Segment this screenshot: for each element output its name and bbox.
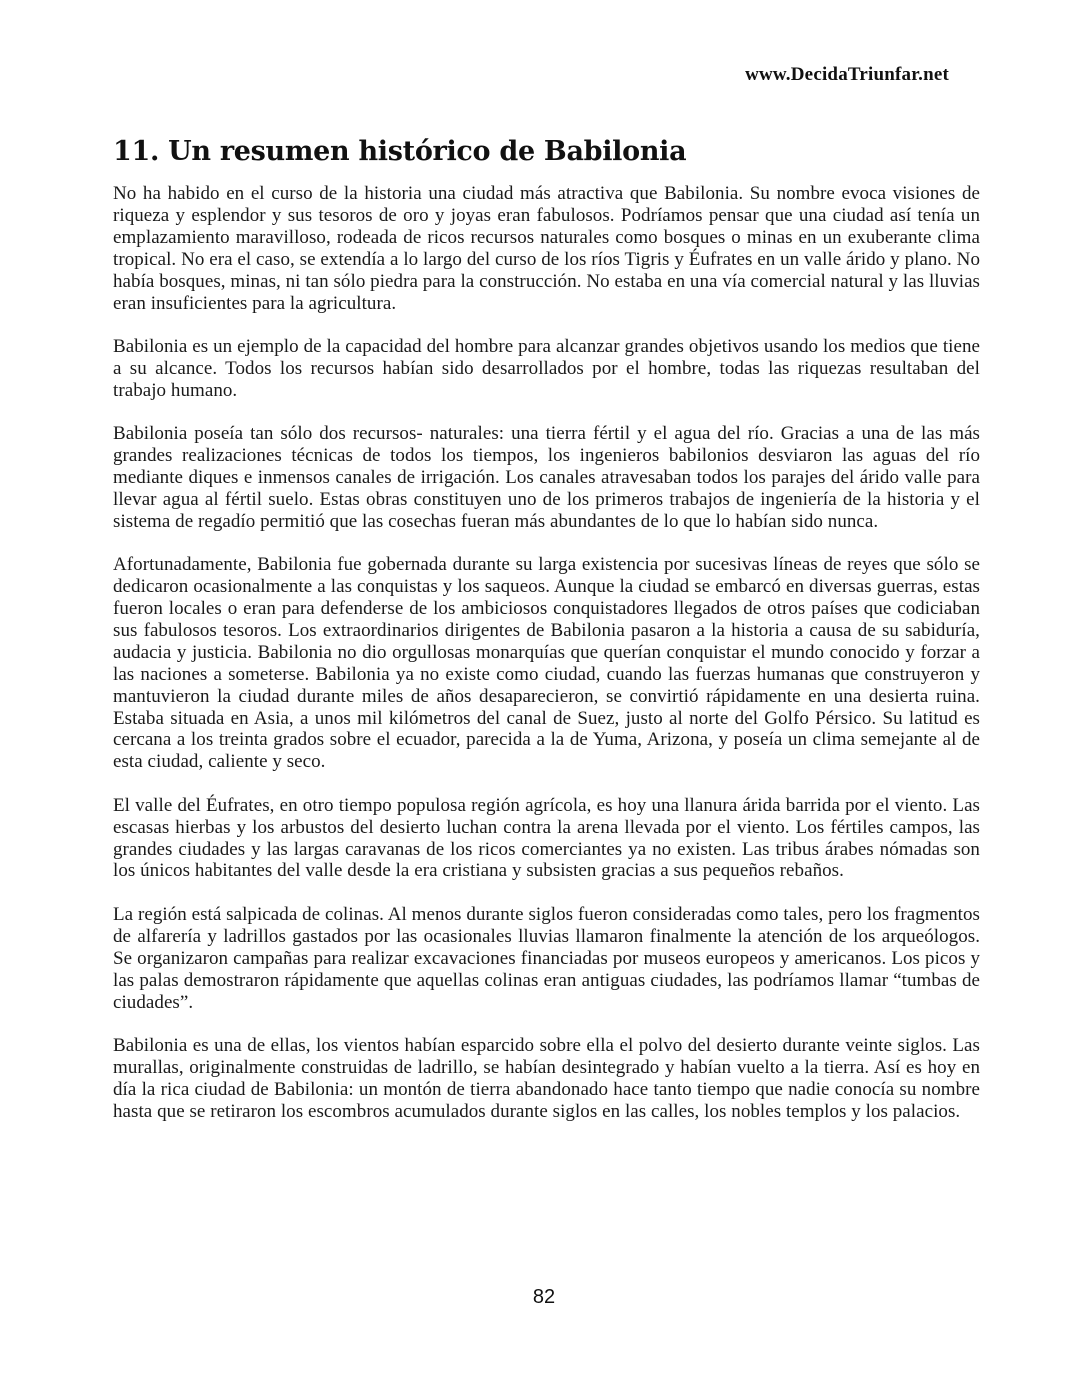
chapter-title: 11. Un resumen histórico de Babilonia	[113, 136, 687, 167]
paragraph-1: No ha habido en el curso de la historia una ciudad más atractiva que Babilonia. Su nombre evoca visiones de riqueza y esplendor y sus tesoros de oro y joyas eran fabulosos. Podríamos pensar que una ciudad así tenía un emplazamiento maravilloso, rodeada de ricos recursos naturales como bosques o minas en un exuberante clima tropical. No era el caso, se extendía a lo largo del curso de los ríos Tigris y Éufrates en un valle árido y plano. No había bosques, minas, ni tan sólo piedra para la construcción. No estaba en una vía comercial natural y las lluvias eran insuficientes para la agricultura.	[113, 183, 980, 314]
paragraph-5: El valle del Éufrates, en otro tiempo populosa región agrícola, es hoy una llanura árida barrida por el viento. Las escasas hierbas y los arbustos del desierto luchan contra la arena llevada por el viento. Los fértiles campos, las grandes ciudades y las largas caravanas de los ricos comerciantes ya no existen. Las tribus árabes nómadas son los únicos habitantes del valle desde la era cristiana y subsisten gracias a sus pequeños rebaños.	[113, 794, 980, 882]
paragraph-7: Babilonia es una de ellas, los vientos habían esparcido sobre ella el polvo del desierto durante veinte siglos. Las murallas, originalmente construidas de ladrillo, se habían desintegrado y habían vuelto a la tierra. Así es hoy en día la rica ciudad de Babilonia: un montón de tierra abandonado hace tanto tiempo que nadie conocía su nombre hasta que se retiraron los escombros acumulados durante siglos en las calles, los nobles templos y los palacios.	[113, 1034, 980, 1122]
paragraph-2: Babilonia es un ejemplo de la capacidad del hombre para alcanzar grandes objetivos usando los medios que tiene a su alcance. Todos los recursos habían sido desarrollados por el hombre, todas las riquezas resultaban del trabajo humano.	[113, 335, 980, 401]
paragraph-3: Babilonia poseía tan sólo dos recursos- naturales: una tierra fértil y el agua del río. Gracias a una de las más grandes realizaciones técnicas de todos los tiempos, los ingenieros babilonios desviaron las aguas del río mediante diques e inmensos canales de irrigación. Los canales atravesaban todos los parajes del árido valle para llevar agua al fértil suelo. Estas obras constituyen uno de los primeros trabajos de ingeniería de la historia y el sistema de regadío permitió que las cosechas fueran más abundantes de lo que lo habían sido nunca.	[113, 423, 980, 532]
website-header: www.DecidaTriunfar.net	[745, 64, 949, 85]
paragraph-6: La región está salpicada de colinas. Al menos durante siglos fueron consideradas como tales, pero los fragmentos de alfarería y ladrillos gastados por las ocasionales lluvias llamaron finalmente la atención de los arqueólogos. Se organizaron campañas para realizar excavaciones financiadas por museos europeos y americanos. Los picos y las palas demostraron rápidamente que aquellas colinas eran antiguas ciudades, las podríamos llamar “tumbas de ciudades”.	[113, 903, 980, 1013]
paragraph-4: Afortunadamente, Babilonia fue gobernada durante su larga existencia por sucesivas líneas de reyes que sólo se dedicaron ocasionalmente a las conquistas y los saqueos. Aunque la ciudad se embarcó en diversas guerras, estas fueron locales o eran para defenderse de los ambiciosos conquistadores llegados de otros países que codiciaban sus fabulosos tesoros. Los extraordinarios dirigentes de Babilonia pasaron a la historia a causa de su sabiduría, audacia y justicia. Babilonia no dio orgullosas monarquías que querían conquistar el mundo conocido y forzar a las naciones a someterse. Babilonia ya no existe como ciudad, cuando las fuerzas humanas que construyeron y mantuvieron la ciudad durante miles de años desaparecieron, se convirtió rápidamente en una desierta ruina. Estaba situada en Asia, a unos mil kilómetros del canal de Suez, justo al norte del Golfo Pérsico. Su latitud es cercana a los treinta grados sobre el ecuador, parecida a la de Yuma, Arizona, y poseía un clima semejante al de esta ciudad, caliente y seco.	[113, 554, 980, 773]
page-content	[113, 132, 980, 1144]
page-number: 82	[532, 1286, 556, 1308]
